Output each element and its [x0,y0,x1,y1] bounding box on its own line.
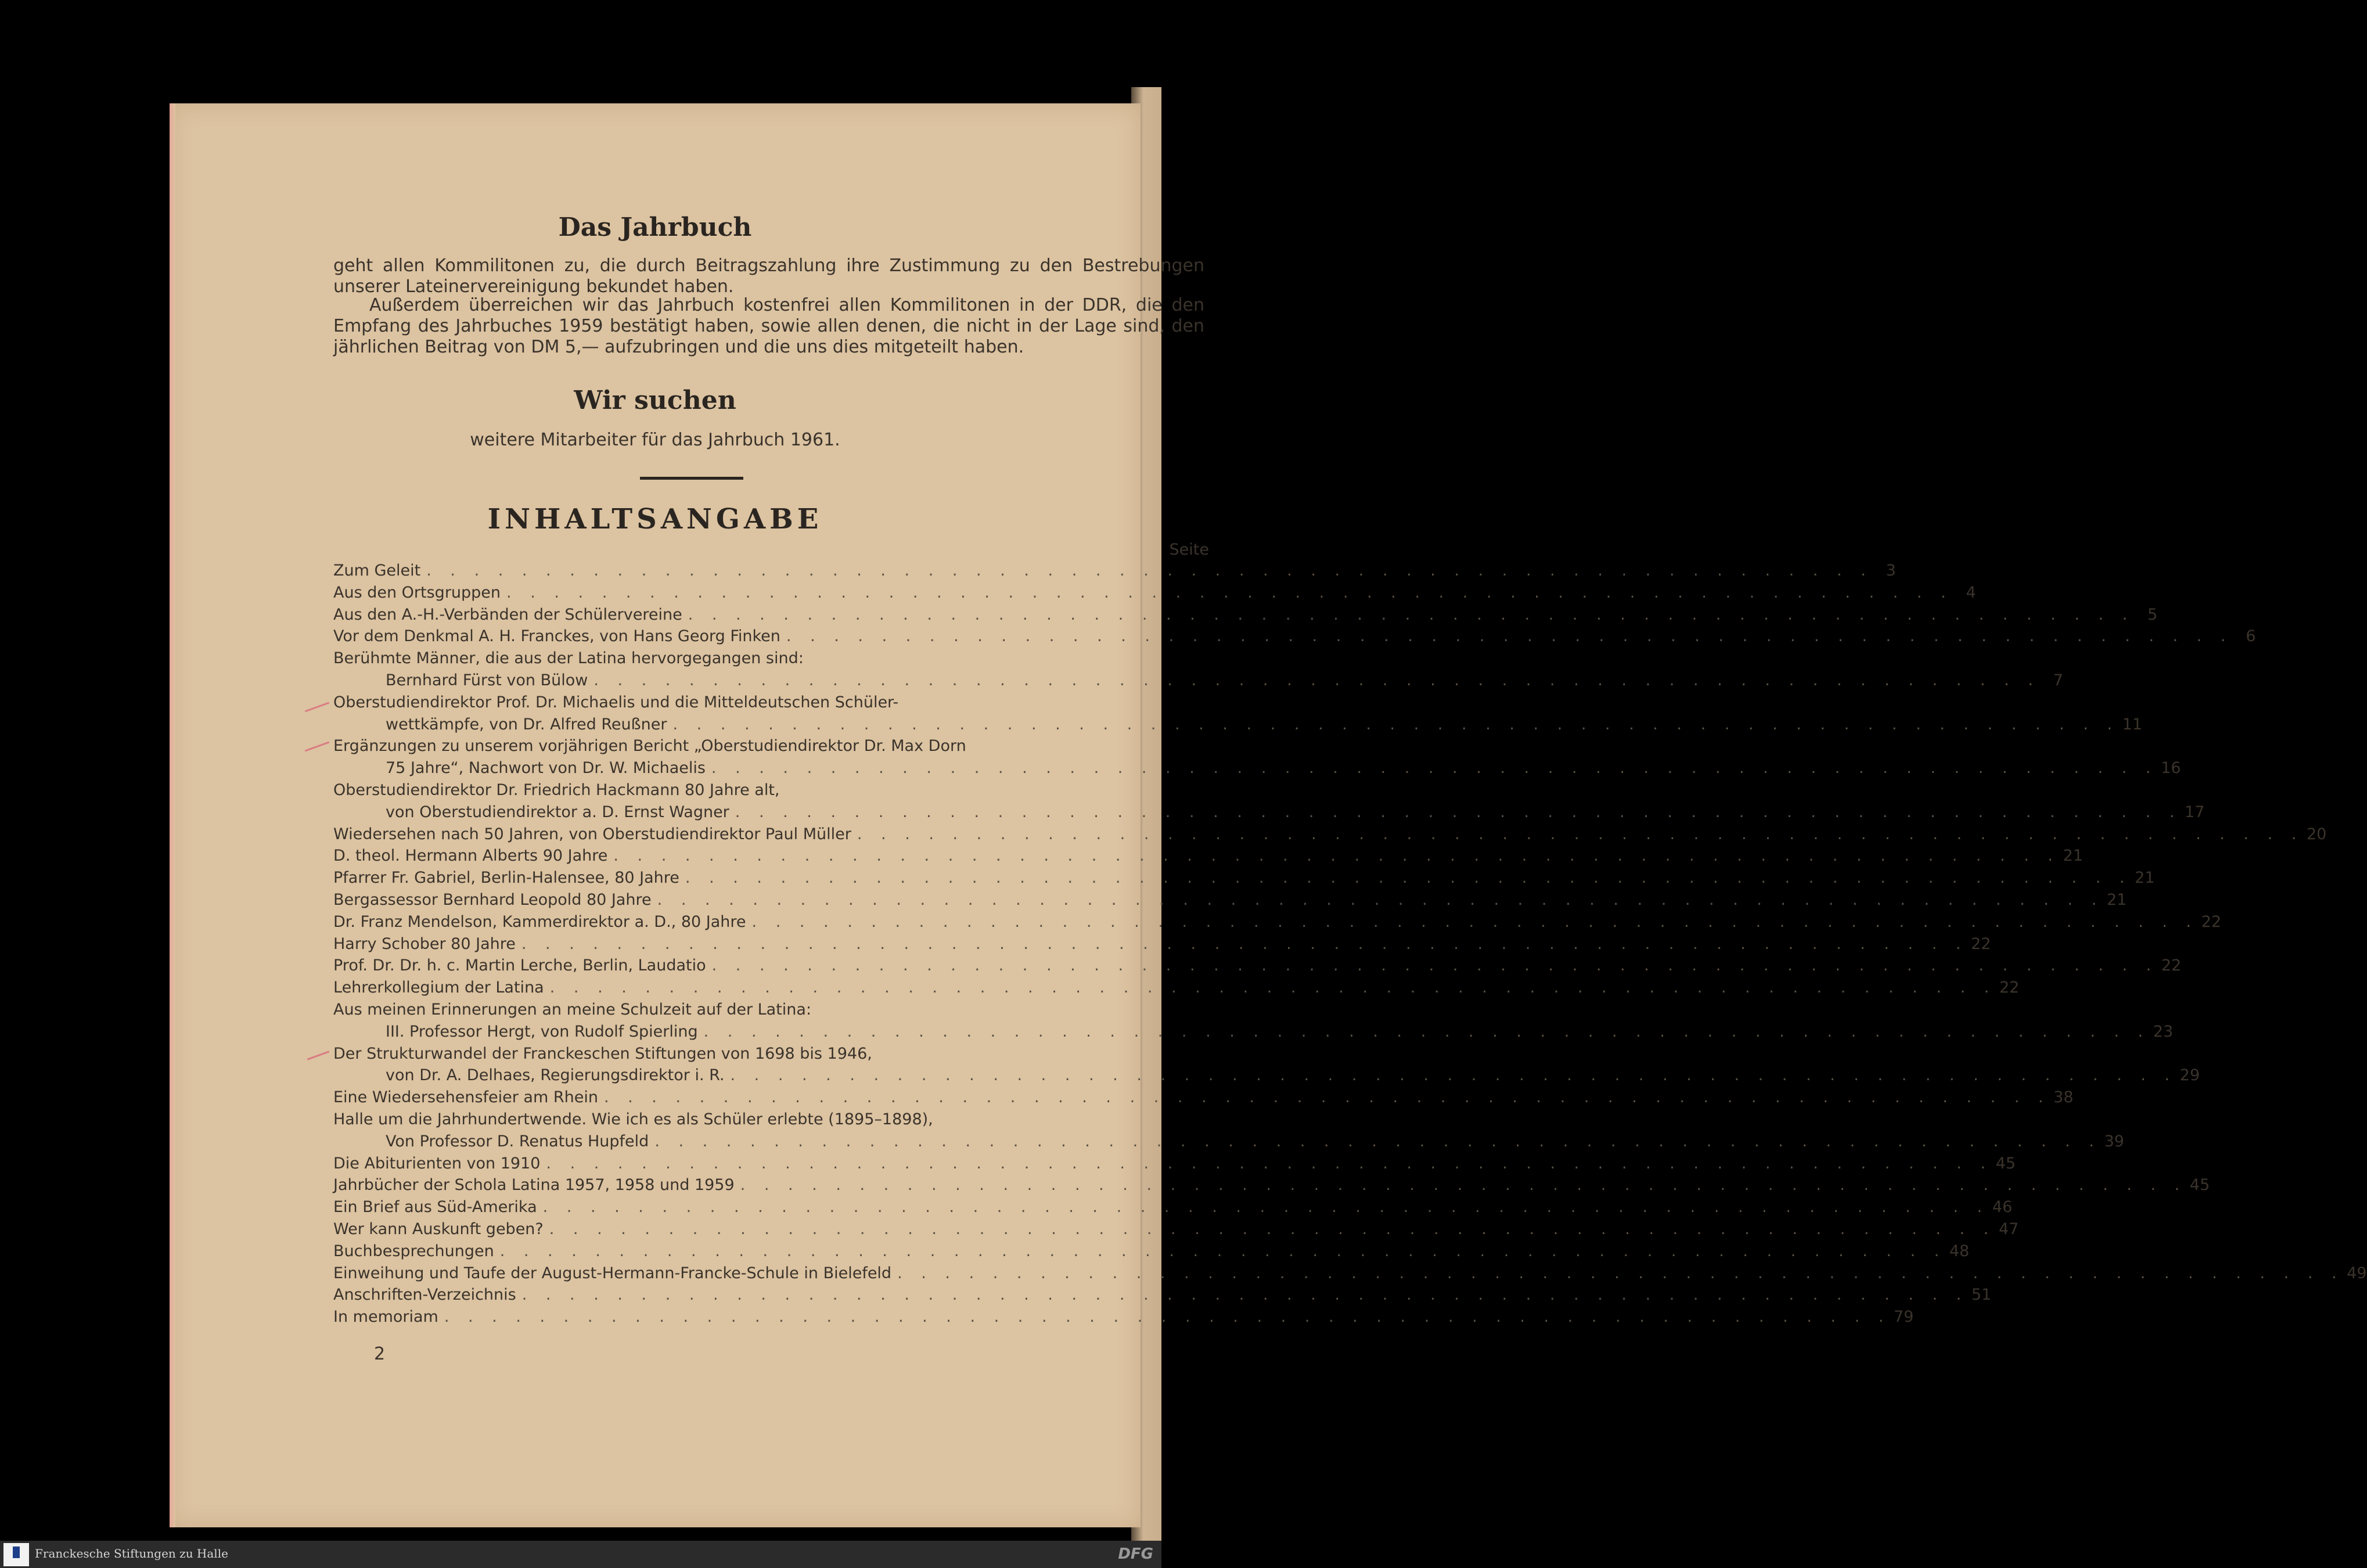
toc-entry-title: Eine Wiedersehensfeier am Rhein [333,1088,598,1107]
toc-entry-title: Wiedersehen nach 50 Jahren, von Oberstudiendirektor Paul Müller [333,825,851,843]
wir-suchen-text: weitere Mitarbeiter für das Jahrbuch 1961. [470,430,840,450]
toc-entry [333,648,1209,670]
toc-entry-title: von Oberstudiendirektor a. D. Ernst Wagner [386,803,729,821]
toc-entry-page: 4 [1966,583,1976,602]
footer-institution: Franckesche Stiftungen zu Halle [35,1547,228,1560]
toc-entry-title: Oberstudiendirektor Dr. Friedrich Hackmann 80 Jahre alt, [333,781,780,799]
toc-entry [333,933,1991,955]
toc-entry-title: Vor dem Denkmal A. H. Franckes, von Hans Georg Finken [333,627,780,646]
jahrbuch-title: Das Jahrbuch [558,213,752,242]
pencil-mark [307,1051,330,1060]
toc-leader-dots [857,823,2304,846]
toc-entry [333,1284,1992,1306]
toc-entry-page: 46 [1992,1198,2013,1217]
toc-leader-dots [897,1263,2344,1285]
page-number: 2 [374,1344,386,1364]
toc-entry-title: D. theol. Hermann Alberts 90 Jahre [333,847,608,865]
toc-entry-page: 29 [2179,1066,2200,1085]
toc-entry-title: In memoriam [333,1308,438,1326]
toc-entry-title: Der Strukturwandel der Franckeschen Stiftungen von 1698 bis 1946, [333,1044,872,1063]
toc-entry-page: 5 [2147,605,2158,624]
toc-leader-dots [711,757,2158,779]
toc-entry [333,1131,2124,1153]
toc-entry [333,845,2083,867]
toc-entry-title: Die Abiturienten von 1910 [333,1154,541,1173]
toc-entry-page: 11 [2122,715,2142,733]
jahrbuch-paragraph-1: geht allen Kommilitonen zu, die durch Beitragszahlung ihre Zustimmung zu den Bestrebungen unserer Lateinervereinigung bekundet haben. [333,256,1204,297]
toc-leader-dots [546,1153,1992,1175]
toc-leader-dots [752,911,2199,933]
toc-entry-title: III. Professor Hergt, von Rudolf Spierling [386,1022,698,1041]
toc-entry-page: 48 [1949,1242,1970,1260]
toc-entry-title: Von Professor D. Renatus Hupfeld [386,1132,649,1150]
toc-entry-page: 20 [2307,825,2327,843]
page-edge [170,103,175,1527]
document-page [170,103,2367,1527]
toc-entry [333,911,2222,933]
toc-entry-title: Buchbesprechungen [333,1242,494,1260]
toc-entry-page: 22 [1999,979,2020,997]
toc-leader-dots [593,670,2040,692]
toc-entry-title: Halle um die Jahrhundertwende. Wie ich es als Schüler erlebte (1895–1898), [333,1110,933,1128]
toc-entry-title: 75 Jahre“, Nachwort von Dr. W. Michaelis [386,759,706,778]
toc-entry-page: 22 [2161,956,2182,975]
institution-logo-icon [3,1543,29,1566]
toc-entry-page: 22 [2201,912,2222,931]
toc-leader-dots [740,1174,2187,1196]
toc-entry-title: Zum Geleit [333,562,421,580]
toc-entry-page: 21 [2063,847,2083,865]
toc-entry-title: Lehrerkollegium der Latina [333,979,544,997]
toc-leader-dots [786,625,2233,648]
toc-leader-dots [444,1306,1891,1328]
toc-entry-title: Bergassessor Bernhard Leopold 80 Jahre [333,890,652,909]
toc-title: INHALTSANGABE [487,503,823,535]
toc-entry-page: 22 [1971,934,1991,953]
toc-entry-title: von Dr. A. Delhaes, Regierungsdirektor i. R. [386,1066,725,1085]
toc-entry-page: 79 [1893,1308,1914,1326]
toc-leader-dots [704,1021,2150,1043]
toc-entry [333,823,2327,846]
toc-entry [333,1064,2200,1087]
toc-entry-page: 16 [2161,759,2181,778]
toc-leader-dots [654,1131,2101,1153]
section-divider [640,477,743,480]
toc-leader-dots [685,867,2132,889]
toc-entry [333,1218,2019,1240]
toc-entry-title: Dr. Franz Mendelson, Kammerdirektor a. D., 80 Jahre [333,912,746,931]
toc-entry-title: Harry Schober 80 Jahre [333,934,516,953]
toc-lines [333,560,2367,1328]
toc-leader-dots [657,889,2104,911]
toc-entry-title: Bernhard Fürst von Bülow [386,671,588,689]
toc-leader-dots [543,1196,1990,1218]
table-of-contents [333,540,2367,1328]
toc-entry [333,757,2181,779]
toc-leader-dots [672,714,2119,736]
toc-entry-page: 51 [1971,1286,1992,1304]
toc-entry-page: 45 [1995,1154,2016,1173]
toc-entry [333,889,2127,911]
toc-leader-dots [500,1240,1947,1263]
toc-entry [333,779,1209,801]
toc-entry [333,1109,1209,1131]
toc-entry [333,1174,2210,1196]
toc-entry [333,560,1896,582]
toc-entry-page: 21 [2135,869,2155,887]
toc-entry [333,1087,2074,1109]
pencil-mark [305,742,329,752]
toc-entry-title: wettkämpfe, von Dr. Alfred Reußner [386,715,667,733]
toc-entry-page: 45 [2189,1176,2210,1195]
wir-suchen-title: Wir suchen [574,386,736,415]
toc-entry [333,1043,1209,1065]
toc-entry [333,867,2155,889]
toc-entry-page: 17 [2184,803,2205,821]
toc-entry [333,1153,2016,1175]
toc-entry-title: Aus den Ortsgruppen [333,583,501,602]
toc-entry [333,1263,2367,1285]
toc-entry [333,692,1209,714]
toc-entry-page: 3 [1886,562,1896,580]
toc-entry-title: Wer kann Auskunft geben? [333,1220,544,1238]
toc-entry-title: Aus den A.-H.-Verbänden der Schülervereine [333,605,682,624]
toc-entry [333,801,2205,823]
toc-entry [333,604,2158,626]
toc-entry [333,1021,2174,1043]
toc-entry-page: 21 [2106,890,2127,909]
toc-leader-dots [521,933,1968,955]
toc-entry-page: 6 [2246,627,2256,646]
toc-leader-dots [613,845,2060,867]
toc-entry [333,955,2182,977]
toc-entry-title: Anschriften-Verzeichnis [333,1286,516,1304]
toc-leader-dots [549,1218,1996,1240]
pencil-mark [305,702,329,713]
toc-leader-dots [506,582,1953,604]
jahrbuch-paragraph-2: Außerdem überreichen wir das Jahrbuch kostenfrei allen Kommilitonen in der DDR, die den Empfang des Jahrbuches 1959 bestätigt haben, sowie allen denen, die nicht in der Lage sind, den jährlichen Beitrag von DM 5,— aufzubringen und die uns dies mitgeteilt haben. [333,295,1204,357]
toc-entry-title: Aus meinen Erinnerungen an meine Schulzeit auf der Latina: [333,1000,812,1019]
toc-leader-dots [735,801,2182,823]
toc-entry [333,977,2020,999]
toc-leader-dots [426,560,1873,582]
toc-entry-title: Oberstudiendirektor Prof. Dr. Michaelis und die Mitteldeutschen Schüler- [333,693,899,711]
toc-entry-page: 47 [1998,1220,2019,1238]
toc-entry-page: 49 [2347,1264,2367,1282]
toc-entry [333,582,1976,604]
toc-entry-title: Einweihung und Taufe der August-Hermann-Francke-Schule in Bielefeld [333,1264,892,1282]
toc-entry-title: Pfarrer Fr. Gabriel, Berlin-Halensee, 80 Jahre [333,869,679,887]
toc-entry-title: Ein Brief aus Süd-Amerika [333,1198,537,1217]
toc-entry [333,735,1209,757]
toc-entry [333,1240,1970,1263]
toc-entry [333,625,2256,648]
toc-leader-dots [604,1087,2051,1109]
toc-entry [333,670,2063,692]
toc-leader-dots [731,1064,2177,1087]
toc-entry [333,1196,2013,1218]
toc-leader-dots [712,955,2159,977]
toc-entry [333,1306,1914,1328]
toc-page-column-header: Seite [1169,541,1209,559]
footer-brand-logo: DFG [1118,1545,1153,1563]
toc-entry-title: Jahrbücher der Schola Latina 1957, 1958 und 1959 [333,1176,735,1195]
toc-entry-title: Berühmte Männer, die aus der Latina hervorgegangen sind: [333,649,804,668]
toc-entry-page: 39 [2104,1132,2124,1150]
toc-leader-dots [550,977,1997,999]
toc-entry-page: 7 [2053,671,2063,689]
toc-entry-title: Prof. Dr. Dr. h. c. Martin Lerche, Berlin, Laudatio [333,956,706,975]
toc-entry [333,999,1209,1021]
toc-entry-title: Ergänzungen zu unserem vorjährigen Bericht „Oberstudiendirektor Dr. Max Dorn [333,737,966,756]
toc-entry-page: 23 [2153,1022,2174,1041]
toc-entry-page: 38 [2053,1088,2074,1107]
footer-bar [0,1541,1161,1568]
toc-entry [333,714,2142,736]
toc-leader-dots [688,604,2135,626]
toc-leader-dots [522,1284,1969,1306]
